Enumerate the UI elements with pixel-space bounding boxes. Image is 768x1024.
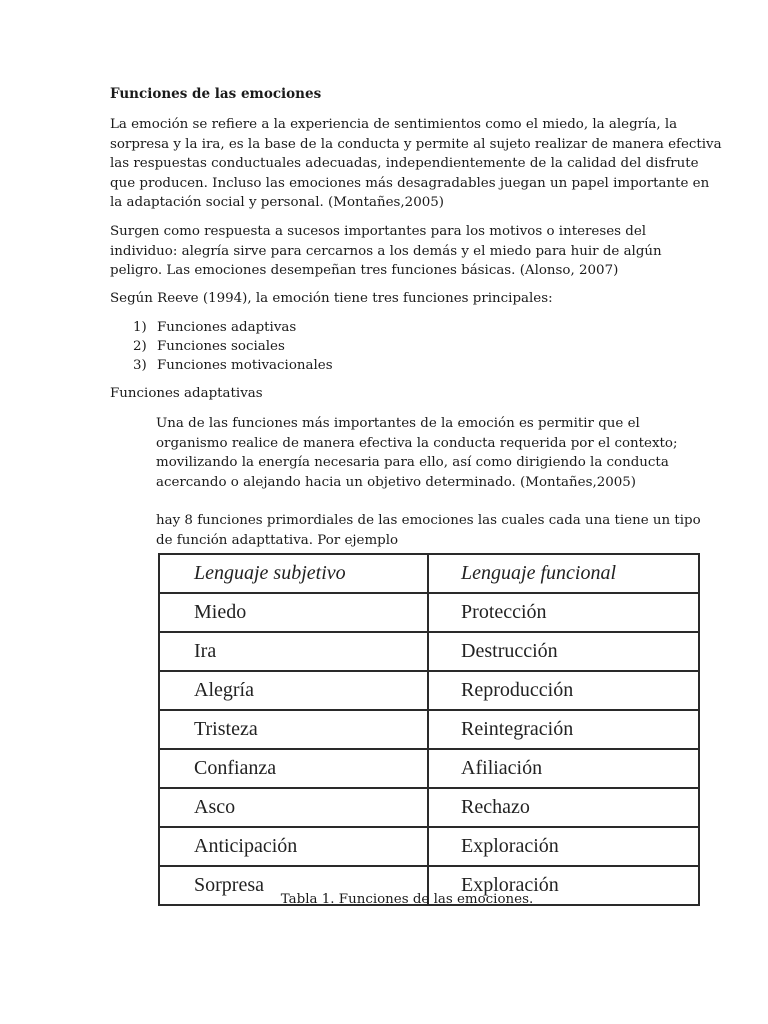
table-cell: Tristeza [159, 710, 428, 749]
table-header-row [159, 554, 699, 593]
list-text: Funciones motivacionales [157, 358, 333, 373]
table-caption: Tabla 1. Funciones de las emociones. [280, 892, 534, 907]
table-cell: Alegría [159, 671, 428, 710]
text-line: peligro. Las emociones desempeñan tres funciones básicas. (Alonso, 2007) [110, 263, 619, 278]
paragraph-reeve [110, 289, 670, 309]
table-row [159, 671, 699, 710]
paragraph-emotion-definition [110, 115, 722, 213]
table-row [159, 632, 699, 671]
list-number: 3) [133, 358, 147, 373]
table-cell: Anticipación [159, 827, 428, 866]
column-header: Lenguaje funcional [428, 554, 699, 593]
list-text: Funciones adaptivas [157, 320, 297, 335]
list-number: 2) [133, 339, 147, 354]
table-cell: Sorpresa [159, 866, 428, 905]
table-cell: Afiliación [428, 749, 699, 788]
table-cell: Miedo [159, 593, 428, 632]
text-line: Surgen como respuesta a sucesos importantes para los motivos o intereses del [110, 224, 647, 239]
block-quote [156, 414, 676, 492]
functions-list [133, 318, 333, 375]
table-cell: Confianza [159, 749, 428, 788]
emotions-table [158, 553, 700, 906]
table-cell: Protección [428, 593, 699, 632]
table-row [159, 788, 699, 827]
table-intro [156, 511, 701, 550]
text-line: movilizando la energía necesaria para ello, así como dirigiendo la conducta [156, 455, 669, 470]
text-line: Según Reeve (1994), la emoción tiene tres funciones principales: [110, 291, 553, 306]
table-cell: Asco [159, 788, 428, 827]
text-line: hay 8 funciones primordiales de las emociones las cuales cada una tiene un tipo [156, 513, 701, 528]
text-line: sorpresa y la ira, es la base de la conducta y permite al sujeto realizar de manera efectiva [110, 136, 722, 152]
list-item [133, 318, 333, 337]
table-row [159, 593, 699, 632]
table-cell: Rechazo [428, 788, 699, 827]
text-line: acercando o alejando hacia un objetivo determinado. (Montañes,2005) [156, 474, 637, 490]
text-line: La emoción se refiere a la experiencia de sentimientos como el miedo, la alegría, la [110, 117, 678, 132]
list-text: Funciones sociales [157, 339, 285, 354]
table-cell: Reintegración [428, 710, 699, 749]
text-line: individuo: alegría sirve para cercarnos a los demás y el miedo para huir de algún [110, 243, 662, 259]
subheading-adaptive: Funciones adaptativas [110, 386, 263, 401]
text-line: las respuestas conductuales adecuadas, independientemente de la calidad del disfrute [110, 156, 699, 171]
emotions-table-container [158, 553, 700, 896]
text-line: organismo realice de manera efectiva la conducta requerida por el contexto; [156, 435, 678, 451]
text-line: que producen. Incluso las emociones más desagradables juegan un papel importante en [110, 175, 710, 191]
table-row [159, 749, 699, 788]
table-row [159, 827, 699, 866]
table-cell: Reproducción [428, 671, 699, 710]
list-item [133, 356, 333, 375]
text-line: de función adapttativa. Por ejemplo [156, 532, 399, 548]
text-line: Una de las funciones más importantes de la emoción es permitir que el [156, 416, 640, 431]
column-header: Lenguaje subjetivo [159, 554, 428, 593]
document-title: Funciones de las emociones [110, 86, 322, 102]
table-cell: Exploración [428, 827, 699, 866]
list-number: 1) [133, 320, 147, 335]
table-cell: Exploración [428, 866, 699, 905]
table-cell: Destrucción [428, 632, 699, 671]
paragraph-emotion-origin [110, 222, 670, 281]
table-cell: Ira [159, 632, 428, 671]
list-item [133, 337, 333, 356]
table-row [159, 710, 699, 749]
text-line: la adaptación social y personal. (Montañes,2005) [110, 195, 444, 210]
